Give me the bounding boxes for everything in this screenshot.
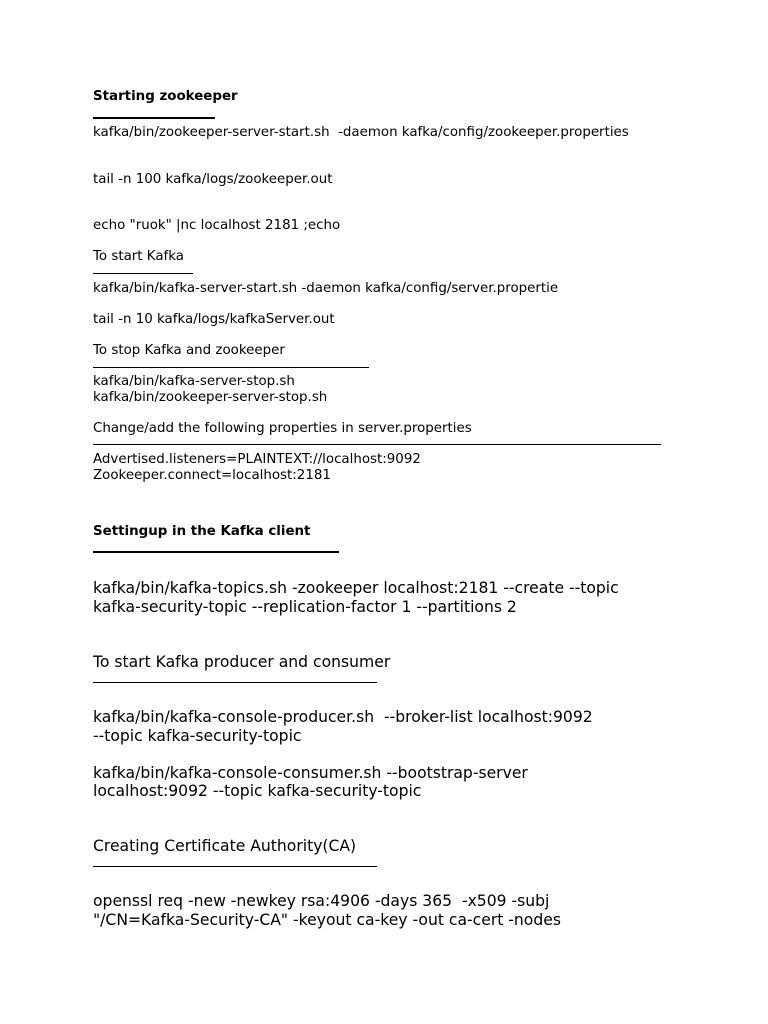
producer-consumer-heading: To start Kafka producer and consumer — [93, 653, 391, 671]
topics-command-line1: kafka/bin/kafka-topics.sh -zookeeper localhost:2181 --create --topic — [93, 579, 619, 597]
start-kafka-heading-underline — [93, 273, 193, 274]
stop-heading: To stop Kafka and zookeeper — [93, 343, 285, 358]
client-heading: Settingup in the Kafka client — [93, 524, 311, 539]
kafka-tail-command: tail -n 10 kafka/logs/kafkaServer.out — [93, 312, 335, 327]
producer-command-line1: kafka/bin/kafka-console-producer.sh --broker-list localhost:9092 — [93, 708, 593, 726]
properties-heading-underline — [93, 444, 661, 445]
zookeeper-heading-underline — [93, 117, 215, 119]
consumer-command-line1: kafka/bin/kafka-console-consumer.sh --bootstrap-server — [93, 764, 528, 782]
consumer-command-line2: localhost:9092 --topic kafka-security-topic — [93, 782, 422, 800]
document-page — [93, 0, 733, 1024]
topics-command-line2: kafka-security-topic --replication-factor 1 --partitions 2 — [93, 598, 517, 616]
zookeeper-heading: Starting zookeeper — [93, 89, 238, 104]
kafka-stop-command: kafka/bin/kafka-server-stop.sh — [93, 374, 295, 389]
start-kafka-heading: To start Kafka — [93, 249, 184, 264]
stop-heading-underline — [93, 367, 369, 368]
properties-heading: Change/add the following properties in server.properties — [93, 421, 472, 436]
advertised-listeners-property: Advertised.listeners=PLAINTEXT://localhost:9092 — [93, 452, 421, 467]
openssl-command-line1: openssl req -new -newkey rsa:4906 -days 365 -x509 -subj — [93, 892, 550, 910]
producer-consumer-heading-underline — [93, 682, 377, 683]
zookeeper-echo-command: echo "ruok" |nc localhost 2181 ;echo — [93, 218, 341, 233]
zookeeper-stop-command: kafka/bin/zookeeper-server-stop.sh — [93, 390, 328, 405]
openssl-command-line2: "/CN=Kafka-Security-CA" -keyout ca-key -out ca-cert -nodes — [93, 911, 561, 929]
zookeeper-start-command: kafka/bin/zookeeper-server-start.sh -daemon kafka/config/zookeeper.properties — [93, 125, 629, 140]
producer-command-line2: --topic kafka-security-topic — [93, 727, 302, 745]
ca-heading-underline — [93, 866, 377, 867]
client-heading-underline — [93, 551, 339, 553]
zookeeper-connect-property: Zookeeper.connect=localhost:2181 — [93, 468, 331, 483]
ca-heading: Creating Certificate Authority(CA) — [93, 837, 357, 855]
zookeeper-tail-command: tail -n 100 kafka/logs/zookeeper.out — [93, 172, 333, 187]
kafka-start-command: kafka/bin/kafka-server-start.sh -daemon kafka/config/server.propertie — [93, 281, 559, 296]
